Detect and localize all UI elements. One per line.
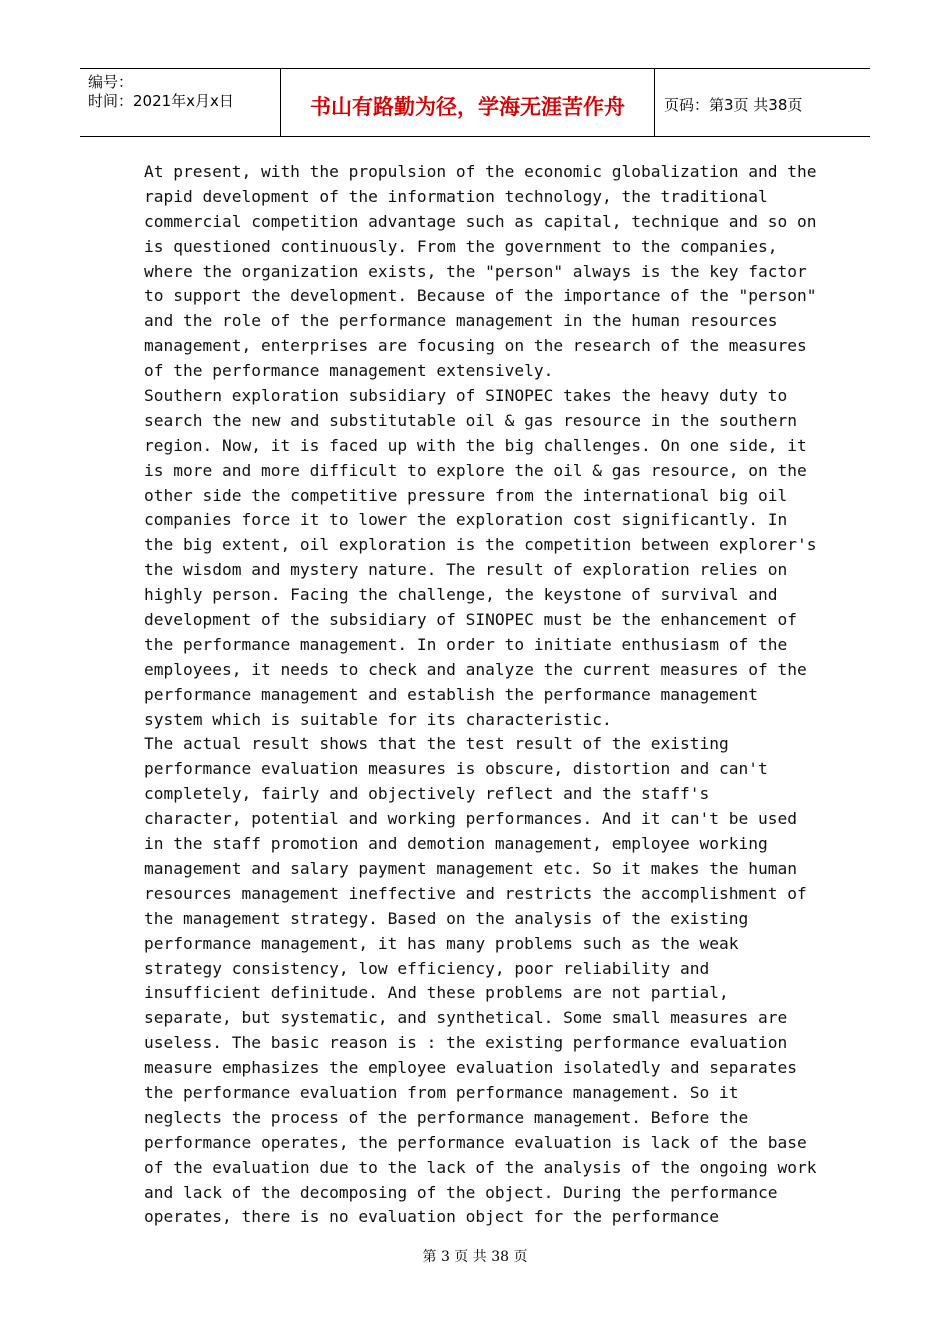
- text-line: measure emphasizes the employee evaluation isolatedly and separates: [144, 1058, 797, 1078]
- text-line: resources management ineffective and restricts the accomplishment of: [144, 883, 807, 903]
- text-line: management, enterprises are focusing on the research of the measures: [144, 336, 807, 356]
- text-line: useless. The basic reason is : the existing performance evaluation: [144, 1033, 788, 1053]
- page-header: [80, 68, 870, 137]
- text-line: and lack of the decomposing of the object. During the performance: [144, 1182, 778, 1202]
- text-line: the management strategy. Based on the analysis of the existing: [144, 908, 749, 928]
- text-line: the performance evaluation from performance management. So it: [144, 1082, 739, 1102]
- text-line: operates, there is no evaluation object for the performance: [144, 1207, 719, 1227]
- text-line: rapid development of the information technology, the traditional: [144, 186, 768, 206]
- date-label: 时间：2021年x月x日: [88, 92, 234, 110]
- text-line: of the evaluation due to the lack of the analysis of the ongoing work: [144, 1157, 817, 1177]
- text-line: in the staff promotion and demotion management, employee working: [144, 834, 768, 854]
- page-footer: 第 3 页 共 38 页: [422, 1249, 528, 1265]
- text-line: At present, with the propulsion of the economic globalization and the: [144, 162, 817, 181]
- header-meta-cell: [80, 69, 280, 136]
- text-line: commercial competition advantage such as capital, technique and so on: [144, 211, 817, 231]
- text-line: the wisdom and mystery nature. The result of exploration relies on: [144, 560, 788, 580]
- text-line: highly person. Facing the challenge, the keystone of survival and: [144, 585, 778, 605]
- text-line: to support the development. Because of the importance of the "person": [144, 286, 817, 306]
- serial-number-label: 编号：: [88, 73, 134, 91]
- text-line: companies force it to lower the exploration cost significantly. In: [144, 510, 788, 530]
- motto-text: 书山有路勤为径，学海无涯苦作舟: [310, 95, 625, 119]
- text-line: completely, fairly and objectively reflect and the staff's: [144, 784, 710, 804]
- text-line: insufficient definitude. And these problems are not partial,: [144, 983, 729, 1003]
- text-line: performance management, it has many problems such as the weak: [144, 933, 739, 953]
- text-line: region. Now, it is faced up with the big challenges. On one side, it: [144, 435, 807, 455]
- text-line: development of the subsidiary of SINOPEC must be the enhancement of: [144, 610, 797, 630]
- text-line: performance evaluation measures is obscure, distortion and can't: [144, 759, 768, 779]
- text-line: management and salary payment management etc. So it makes the human: [144, 858, 797, 878]
- text-line: is questioned continuously. From the government to the companies,: [144, 236, 778, 256]
- document-body: [144, 160, 824, 1230]
- header-motto-cell: [280, 69, 655, 136]
- text-line: is more and more difficult to explore the oil & gas resource, on the: [144, 460, 807, 480]
- text-line: strategy consistency, low efficiency, poor reliability and: [144, 958, 710, 978]
- text-line: Southern exploration subsidiary of SINOPEC takes the heavy duty to: [144, 386, 788, 406]
- text-line: of the performance management extensively.: [144, 361, 554, 381]
- text-line: character, potential and working performances. And it can't be used: [144, 809, 797, 829]
- text-line: other side the competitive pressure from the international big oil: [144, 485, 788, 505]
- header-page-info: 页码：第3页 共38页: [664, 96, 803, 114]
- text-line: performance management and establish the performance management: [144, 684, 758, 704]
- text-line: search the new and substitutable oil & gas resource in the southern: [144, 410, 797, 430]
- text-line: The actual result shows that the test result of the existing: [144, 734, 729, 754]
- text-line: system which is suitable for its characteristic.: [144, 709, 612, 729]
- text-line: the big extent, oil exploration is the competition between explorer's: [144, 535, 817, 555]
- text-line: performance operates, the performance evaluation is lack of the base: [144, 1132, 807, 1152]
- header-page-cell: [654, 69, 870, 136]
- text-line: employees, it needs to check and analyze the current measures of the: [144, 659, 807, 679]
- text-line: the performance management. In order to initiate enthusiasm of the: [144, 634, 788, 654]
- text-line: separate, but systematic, and synthetical. Some small measures are: [144, 1008, 788, 1028]
- text-line: and the role of the performance management in the human resources: [144, 311, 778, 331]
- text-line: where the organization exists, the "person" always is the key factor: [144, 261, 807, 281]
- text-line: neglects the process of the performance management. Before the: [144, 1107, 749, 1127]
